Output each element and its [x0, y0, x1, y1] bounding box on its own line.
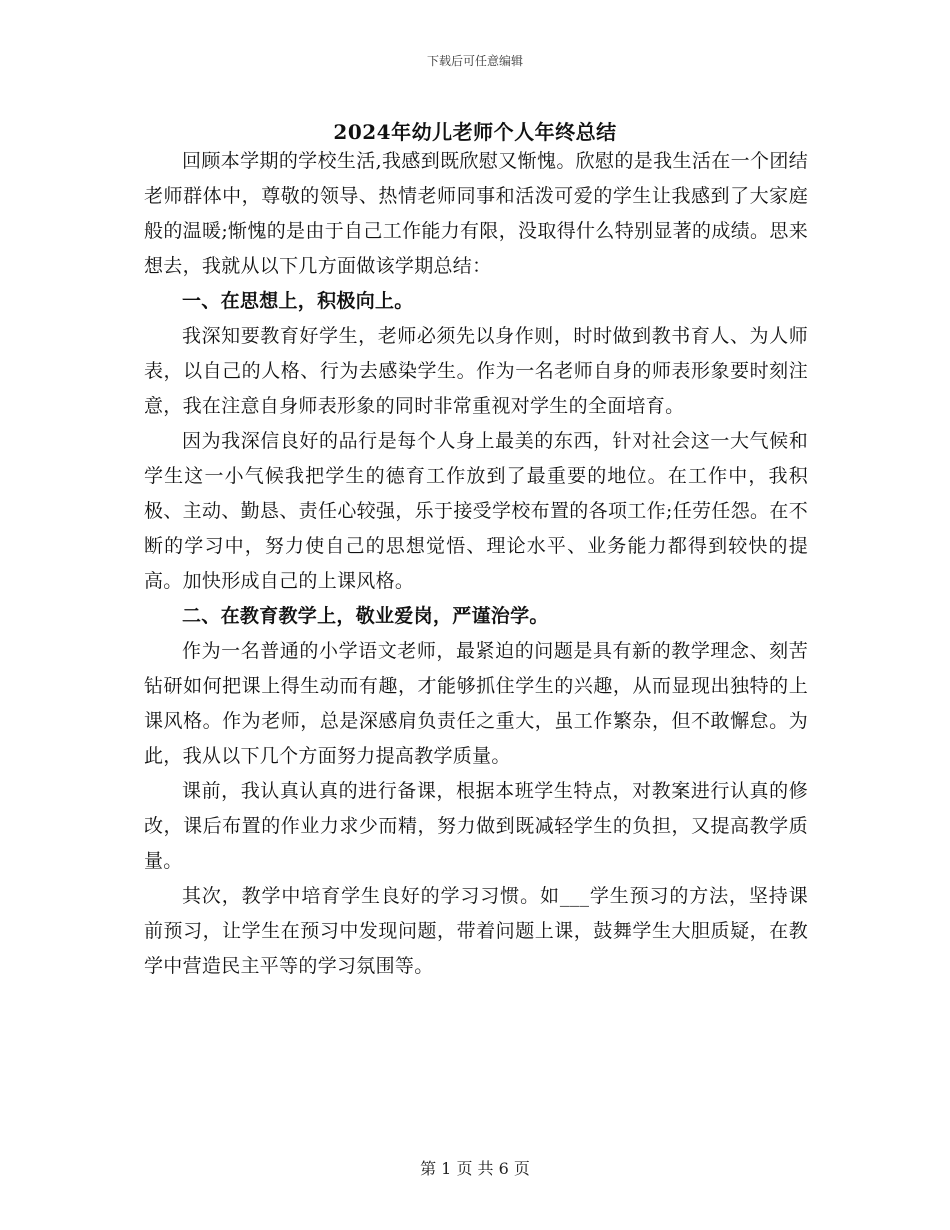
paragraph: 因为我深信良好的品行是每个人身上最美的东西，针对社会这一大气候和学生这一小气候我把学生的德育工作放到了最重要的地位。在工作中，我积极、主动、勤恳、责任心较强，乐于接受学校布置的各项工作;任劳任怨。在不断的学习中，努力使自己的思想觉悟、理论水平、业务能力都得到较快的提高。加快形成自己的上课风格。	[144, 430, 808, 592]
page-number: 第 1 页 共 6 页	[420, 1159, 530, 1178]
section-heading-1: 一、在思想上，积极向上。	[182, 290, 414, 312]
paragraph: 课前，我认真认真的进行备课，根据本班学生特点，对教案进行认真的修改，课后布置的作业力求少而精，努力做到既减轻学生的负担，又提高教学质量。	[144, 780, 808, 872]
paragraph-intro: 回顾本学期的学校生活,我感到既欣慰又惭愧。欣慰的是我生活在一个团结老师群体中，尊敬的领导、热情老师同事和活泼可爱的学生让我感到了大家庭般的温暖;惭愧的是由于自己工作能力有限，没取得什么特别显著的成绩。思来想去，我就从以下几方面做该学期总结：	[144, 150, 808, 277]
paragraph: 我深知要教育好学生，老师必须先以身作则，时时做到教书育人、为人师表，以自己的人格、行为去感染学生。作为一名老师自身的师表形象要时刻注意，我在注意自身师表形象的同时非常重视对学生的全面培育。	[144, 325, 808, 417]
paragraph: 其次，教学中培育学生良好的学习习惯。如___学生预习的方法，坚持课前预习，让学生在预习中发现问题，带着问题上课，鼓舞学生大胆质疑，在教学中营造民主平等的学习氛围等。	[144, 885, 808, 977]
paragraph: 作为一名普通的小学语文老师，最紧迫的问题是具有新的教学理念、刻苦钻研如何把课上得生动而有趣，才能够抓住学生的兴趣，从而显现出独特的上课风格。作为老师，总是深感肩负责任之重大，虽工作繁杂，但不敢懈怠。为此，我从以下几个方面努力提高教学质量。	[144, 640, 808, 767]
section-heading-2: 二、在教育教学上，敬业爱岗，严谨治学。	[182, 605, 549, 627]
document-body	[144, 144, 808, 984]
page-header-note: 下载后可任意编辑	[426, 54, 523, 68]
document-title: 2024年幼儿老师个人年终总结	[333, 120, 617, 144]
